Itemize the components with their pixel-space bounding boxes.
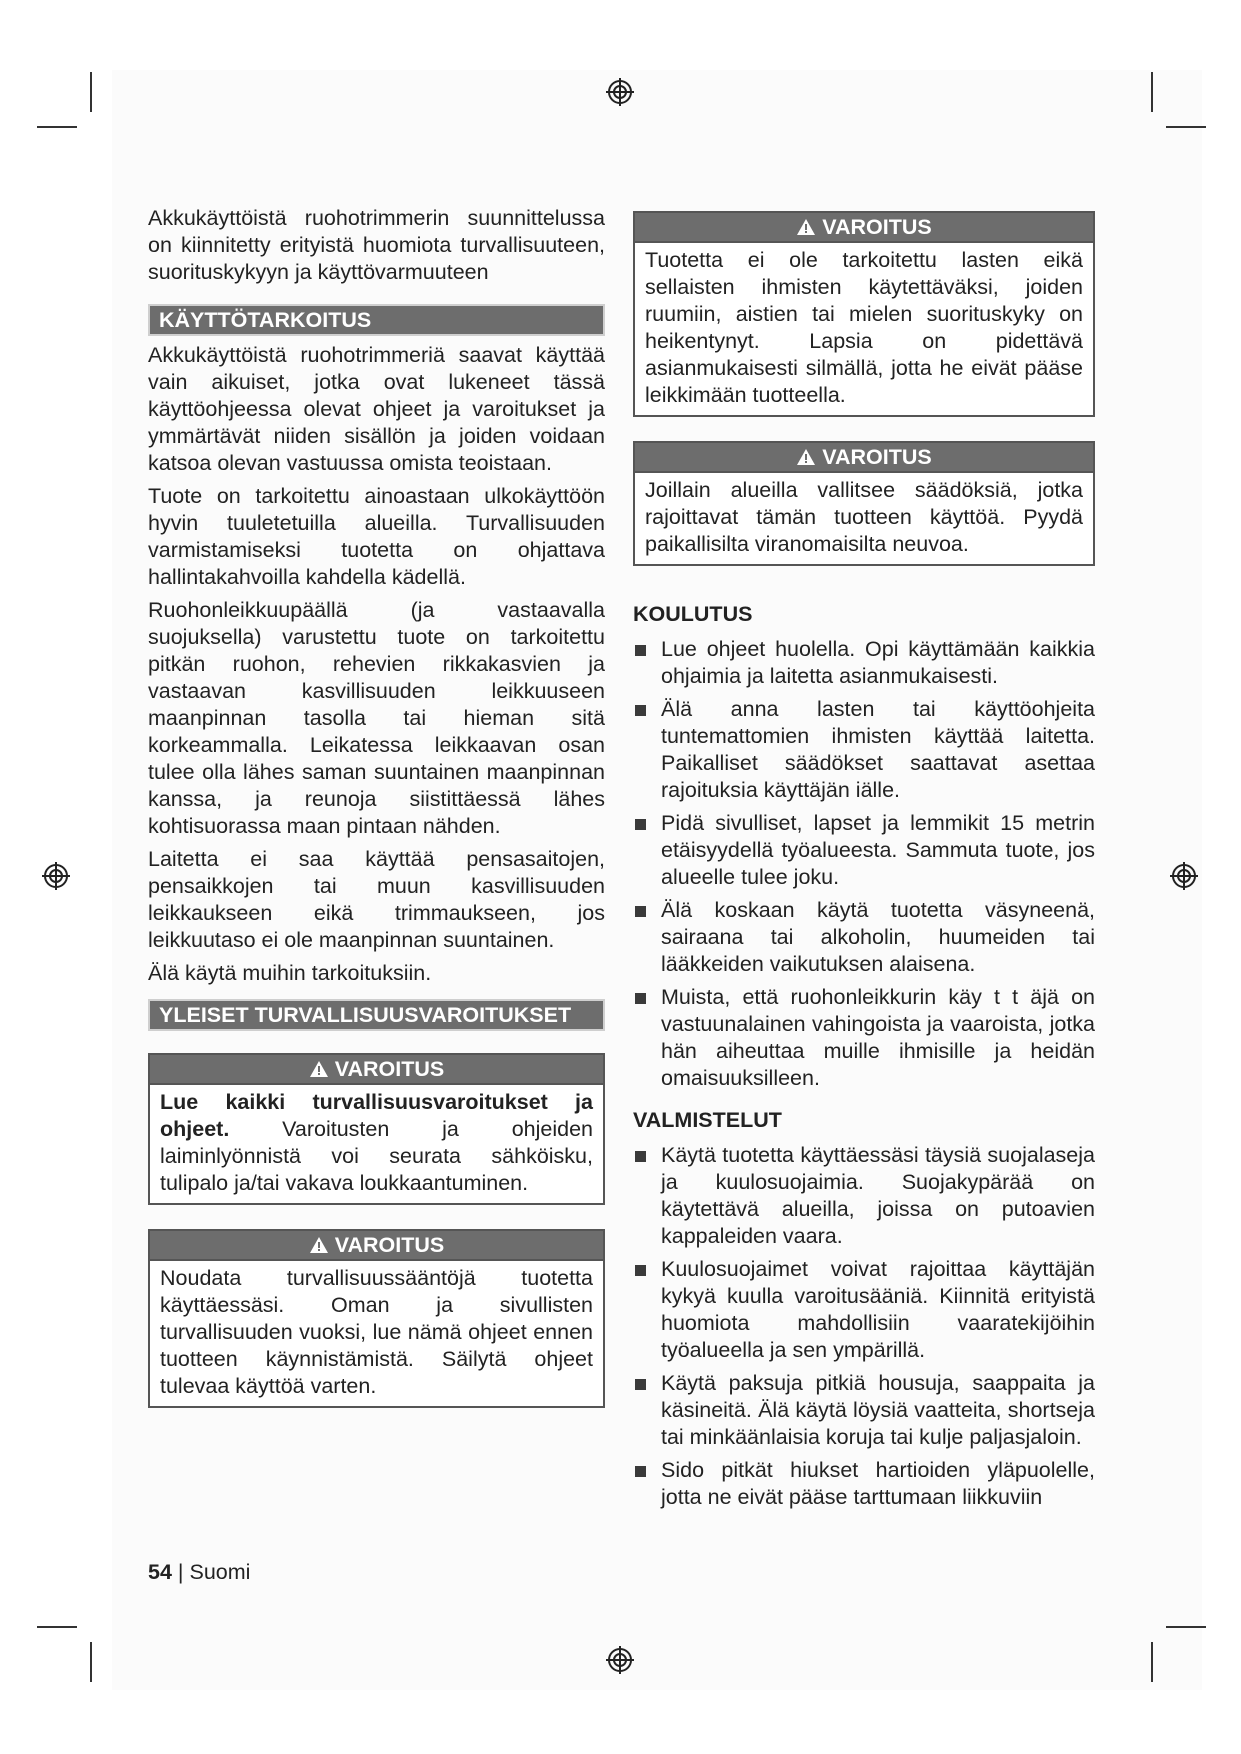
list-item [633, 696, 1095, 804]
warning-box [148, 1053, 605, 1205]
warning-title: VAROITUS [822, 215, 932, 239]
bullet-square-icon [635, 1466, 646, 1477]
list-item [633, 1457, 1095, 1511]
bullet-square-icon [635, 906, 646, 917]
warning-header [150, 1231, 603, 1261]
left-column [148, 205, 605, 1432]
preparation-list [633, 1142, 1095, 1511]
warning-text [160, 1089, 593, 1197]
list-item-text: Älä anna lasten tai käyttöohjeita tuntemattomien ihmisten käyttää laitetta. Paikalliset säädökset saattavat asettaa rajoituksia käyttäjän iälle. [661, 697, 1095, 802]
warning-title: VAROITUS [334, 1057, 445, 1081]
warning-box [633, 441, 1095, 566]
footer-language: Suomi [189, 1560, 251, 1584]
crop-mark [90, 1642, 92, 1682]
intended-use-paragraph: Ruohonleikkuupäällä (ja vastaavalla suojuksella) varustettu tuote on tarkoitettu pitkän ruohon, rehevien rikkakasvien ja vastaavan kasvillisuuden leikkuuseen maanpinnan tasolla tai hieman sitä korkeammalla. Leikatessa leikkaavan osan tulee olla lähes saman suuntainen maanpinnan kanssa, ja reunoja siistittäessä lähes kohtisuorassa maan pintaan nähden. [148, 598, 605, 838]
training-list [633, 636, 1095, 1092]
warning-text: Joillain alueilla vallitsee säädöksiä, jotka rajoittavat tämän tuotteen käyttöä. Pyydä paikallisilta viranomaisilta neuvoa. [645, 478, 1083, 556]
preparation-heading: VALMISTELUT [633, 1108, 782, 1132]
crop-mark [1151, 1642, 1153, 1682]
warning-header [150, 1055, 603, 1085]
crop-mark [37, 1626, 77, 1628]
crop-mark [1151, 72, 1153, 112]
warning-box [148, 1229, 605, 1408]
warning-text: Noudata turvallisuussääntöjä tuotetta käyttäessäsi. Oman ja sivullisten turvallisuuden vuoksi, lue nämä ohjeet ennen tuotteen käynnistämistä. Säilytä ohjeet tulevaa käyttöä varten. [160, 1266, 593, 1398]
warning-body [150, 1085, 603, 1203]
section-heading-intended-use: KÄYTTÖTARKOITUS [148, 304, 605, 336]
bullet-square-icon [635, 705, 646, 716]
warning-bold-lead: Lue kaikki turvallisuusvaroitukset ja ohjeet. [160, 1090, 593, 1141]
bullet-square-icon [635, 993, 646, 1004]
list-item-text: Käytä tuotetta käyttäessäsi täysiä suojalaseja ja kuulosuojaimia. Suojakypärää on käytettävä alueilla, joissa on putoavien kappaleiden vaara. [661, 1143, 1095, 1248]
warning-title: VAROITUS [822, 445, 932, 469]
warning-text: Tuotetta ei ole tarkoitettu lasten eikä sellaisten ihmisten käytettäväksi, joiden ruumiin, aistien tai mielen suorituskyky on heikentynyt. Lapsia on pidettävä asianmukaisesti silmällä, jotta he eivät pääse leikkimään tuotteella. [645, 248, 1083, 407]
warning-text-rest: Varoitusten ja ohjeiden laiminlyönnistä voi seurata sähköisku, tulipalo ja/tai vakava loukkaantuminen. [160, 1117, 593, 1195]
crop-mark [37, 126, 77, 128]
list-item [633, 897, 1095, 978]
intro-paragraph: Akkukäyttöistä ruohotrimmerin suunnittelussa on kiinnitetty erityistä huomiota turvallisuuteen, suorituskykyyn ja käyttövarmuuteen [148, 206, 605, 284]
list-item-text: Käytä paksuja pitkiä housuja, saappaita ja käsineitä. Älä käytä löysiä vaatteita, shortseja tai minkäänlaisia koruja tai kulje paljasjaloin. [661, 1371, 1095, 1449]
list-item [633, 984, 1095, 1092]
footer-separator: | [177, 1560, 184, 1584]
warning-box [633, 211, 1095, 417]
list-item-text: Sido pitkät hiukset hartioiden yläpuolelle, jotta ne eivät pääse tarttumaan liikkuviin [661, 1458, 1095, 1509]
intended-use-paragraph: Tuote on tarkoitettu ainoastaan ulkokäyttöön hyvin tuuletetuilla alueilla. Turvallisuuden varmistamiseksi tuotetta on ohjattava hallintakahvoilla kahdella kädellä. [148, 484, 605, 589]
list-item-text: Kuulosuojaimet voivat rajoittaa käyttäjän kykyä kuulla varoitusääniä. Kiinnitä erityistä huomiota mahdollisiin vaaratekijöihin työalueella ja sen ympärillä. [661, 1257, 1095, 1362]
list-item [633, 1256, 1095, 1364]
list-item-text: Pidä sivulliset, lapset ja lemmikit 15 metrin etäisyydellä työalueesta. Sammuta tuote, jos alueelle tulee joku. [661, 811, 1095, 889]
page-number: 54 [148, 1560, 172, 1584]
registration-mark-icon [606, 1646, 634, 1674]
warning-body [635, 473, 1093, 564]
list-item [633, 810, 1095, 891]
section-heading-general-safety: YLEISET TURVALLISUUSVAROITUKSET [148, 999, 605, 1031]
warning-triangle-icon [309, 1060, 329, 1078]
warning-body [635, 243, 1093, 415]
list-item-text: Älä koskaan käytä tuotetta väsyneenä, sairaana tai alkoholin, huumeiden tai lääkkeiden vaikutuksen alaisena. [661, 898, 1095, 976]
intended-use-paragraph: Akkukäyttöistä ruohotrimmeriä saavat käyttää vain aikuiset, jotka ovat lukeneet tässä käyttöohjeessa olevat ohjeet ja varoitukset ja ymmärtävät niiden sisällön ja joiden voidaan katsoa olevan vastuussa omista teoistaan. [148, 343, 605, 475]
crop-mark [1166, 126, 1206, 128]
warning-triangle-icon [796, 448, 816, 466]
bullet-square-icon [635, 1151, 646, 1162]
bullet-square-icon [635, 1265, 646, 1276]
registration-mark-icon [1170, 862, 1198, 890]
list-item [633, 1142, 1095, 1250]
right-column [633, 211, 1095, 1517]
list-item-text: Muista, että ruohonleikkurin käy t t äjä on vastuunalainen vahingoista ja vaaroista, jotka hän aiheuttaa muille ihmisille ja heidän omaisuuksilleen. [661, 985, 1095, 1090]
crop-mark [1166, 1626, 1206, 1628]
bullet-square-icon [635, 819, 646, 830]
registration-mark-icon [42, 862, 70, 890]
page-footer [148, 1560, 250, 1585]
warning-triangle-icon [309, 1236, 329, 1254]
list-item-text: Lue ohjeet huolella. Opi käyttämään kaikkia ohjaimia ja laitetta asianmukaisesti. [661, 637, 1095, 688]
training-heading: KOULUTUS [633, 602, 753, 626]
crop-mark [90, 72, 92, 112]
warning-header [635, 443, 1093, 473]
list-item [633, 636, 1095, 690]
warning-triangle-icon [796, 218, 816, 236]
bullet-square-icon [635, 645, 646, 656]
intended-use-paragraph: Laitetta ei saa käyttää pensasaitojen, pensaikkojen tai muun kasvillisuuden leikkaukseen eikä trimmaukseen, jos leikkuutaso ei ole maanpinnan suuntainen. [148, 847, 605, 952]
registration-mark-icon [606, 78, 634, 106]
bullet-square-icon [635, 1379, 646, 1390]
warning-title: VAROITUS [334, 1233, 445, 1257]
list-item [633, 1370, 1095, 1451]
intended-use-paragraph: Älä käytä muihin tarkoituksiin. [148, 961, 432, 985]
warning-body [150, 1261, 603, 1406]
warning-header [635, 213, 1093, 243]
